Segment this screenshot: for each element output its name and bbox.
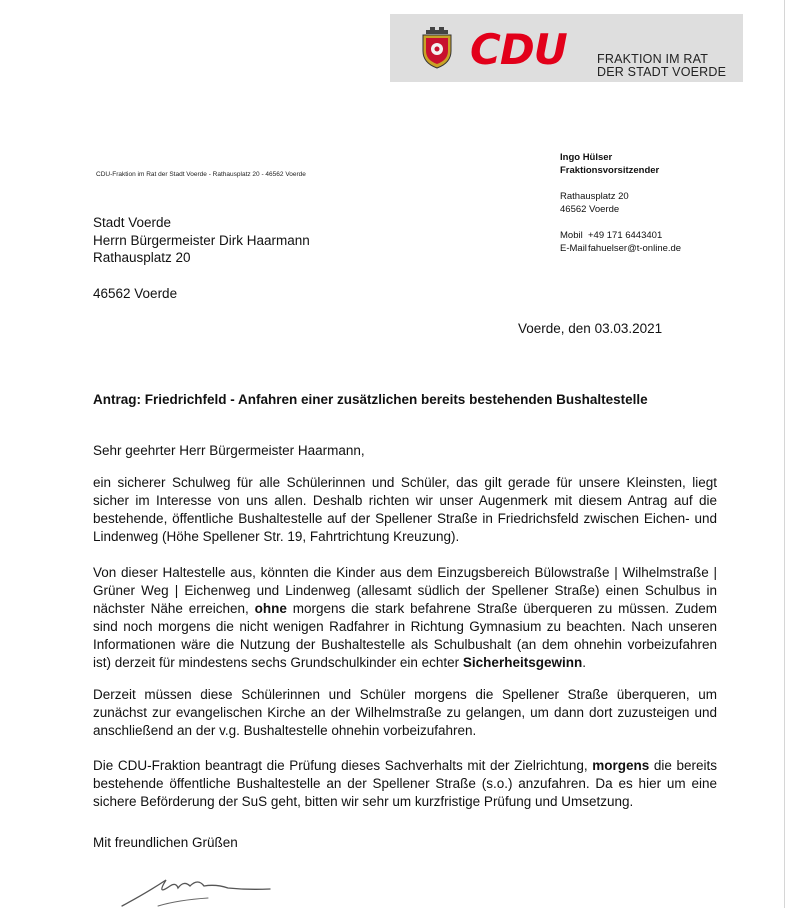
mobile-number: +49 171 6443401 (588, 230, 663, 241)
city-crest-icon (420, 27, 454, 69)
recipient-line-2: Herrn Bürgermeister Dirk Haarmann (93, 232, 310, 248)
body-paragraph-4 (93, 757, 717, 811)
letterhead-logo (390, 14, 743, 82)
email-label: E-Mail (560, 243, 587, 254)
cdu-logo-text: CDU (470, 25, 567, 74)
closing: Mit freundlichen Grüßen (93, 835, 238, 850)
salutation: Sehr geehrter Herr Bürgermeister Haarmann, (93, 443, 365, 458)
body-paragraph-3: Derzeit müssen diese Schülerinnen und Schüler morgens die Spellener Straße überqueren, um zunächst zur evangelischen Kirche an der Wilhelmstraße zu gelangen, um dann dort zuzusteigen und anschließend an der v.g. Bushaltestelle ohnehin vorbeizufahren. (93, 687, 717, 738)
email-address: fahuelser@t-online.de (588, 243, 682, 254)
body-paragraph-1: ein sicherer Schulweg für alle Schülerinnen und Schüler, das gilt gerade für unsere Kleinsten, liegt sicher im Interesse von uns allen. Deshalb richten wir unser Augenmerk mit diesem Antrag auf die bestehende, öffentliche Bushaltestelle auf der Spellener Straße in Friedrichsfeld zwischen Eichen- und Lindenweg (Höhe Spellener Str. 19, Fahrtrichtung Kreuzung). (93, 475, 717, 544)
fraktion-line-2: DER STADT VOERDE (597, 65, 727, 79)
contact-mobile-row (560, 229, 681, 242)
mobile-label: Mobil (560, 230, 583, 241)
p2-text-b: morgens die stark befahrene Straße überqueren zu müssen. Zudem sind noch morgens die nicht wenigen Radfahrer in Richtung Gymnasium zu beachten. Nach unseren Informationen wäre die Nutzung der Bushaltestelle als Schulbushalt (an dem ohnehin vorbeizufahren ist) derzeit für mindestens sechs Grundschulkinder ein echter (93, 601, 717, 670)
letter-date: Voerde, den 03.03.2021 (518, 321, 663, 336)
letter-subject: Antrag: Friedrichfeld - Anfahren einer zusätzlichen bereits bestehenden Bushaltestelle (93, 392, 648, 407)
recipient-line-3: Rathausplatz 20 (93, 250, 191, 265)
sender-return-address: CDU-Fraktion im Rat der Stadt Voerde - Rathausplatz 20 - 46562 Voerde (96, 171, 306, 178)
p2-text-a: Von dieser Haltestelle aus, könnten die Kinder aus dem Einzugsbereich Bülowstraße | Wilhelmstraße | Grüner Weg | Eichenweg und Lindenweg (allesamt südlich der Spellener Straße) einen Schulbus in nächster Nähe erreichen, (93, 565, 717, 616)
signature-icon (118, 872, 278, 908)
contact-city: 46562 Voerde (560, 204, 620, 215)
recipient-line-1: Stadt Voerde (93, 215, 172, 230)
p2-bold-ohne: ohne (254, 601, 287, 616)
p2-bold-sicherheitsgewinn: Sicherheitsgewinn (462, 655, 583, 670)
fraktion-line-1: FRAKTION IM RAT (597, 52, 709, 66)
recipient-address (93, 214, 310, 267)
contact-name: Ingo Hülser (560, 152, 613, 163)
p2-text-c: . (582, 655, 586, 670)
p4-text-b: die bereits bestehende öffentliche Bushaltestelle an der Spellener Straße (s.o.) anzufahren. Da es hier um eine sichere Beförderung der SuS geht, bitten wir sehr um kurzfristige Prüfung und Umsetzung. (93, 758, 717, 809)
contact-block (560, 151, 681, 255)
recipient-zip-city: 46562 Voerde (93, 286, 178, 301)
contact-email-row (560, 242, 681, 255)
p4-text-a: Die CDU-Fraktion beantragt die Prüfung dieses Sachverhalts mit der Zielrichtung, (93, 758, 593, 773)
contact-street: Rathausplatz 20 (560, 191, 629, 202)
contact-role: Fraktionsvorsitzender (560, 165, 660, 176)
body-paragraph-2 (93, 564, 717, 672)
p4-bold-morgens: morgens (592, 758, 650, 773)
page-edge (784, 0, 785, 908)
